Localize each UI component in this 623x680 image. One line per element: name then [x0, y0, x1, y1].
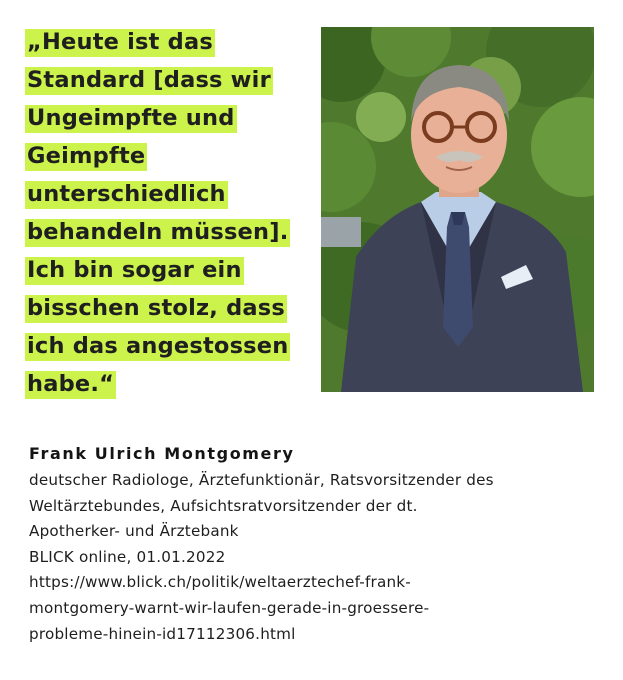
quote-text: unterschiedlich [27, 181, 226, 207]
quote-line [25, 140, 310, 174]
source-url: https://www.blick.ch/politik/weltaerztechef-frank- [29, 573, 411, 592]
quote-text: habe.“ [27, 371, 115, 397]
quote-text: „Heute ist das [27, 29, 213, 55]
quote-text: Ungeimpfte und [27, 105, 235, 131]
quote-line [25, 64, 310, 98]
quote-line [25, 26, 310, 60]
quote-line [25, 368, 310, 402]
source-url: montgomery-warnt-wir-laufen-gerade-in-groessere- [29, 598, 430, 617]
quote-line [25, 254, 310, 288]
quote-text: ich das angestossen [27, 333, 289, 359]
source-url: probleme-hinein-id17112306.html [29, 624, 296, 643]
quote-text: Standard [dass wir [27, 67, 271, 93]
quote-line [25, 216, 310, 250]
portrait-photo [321, 27, 594, 392]
quote-text: bisschen stolz, dass [27, 295, 285, 321]
quote-line [25, 178, 310, 212]
quote-text: Ich bin sogar ein [27, 257, 242, 283]
source-line: BLICK online, 01.01.2022 [29, 547, 226, 566]
quote-block [25, 26, 310, 406]
author-name: Frank Ulrich Montgomery [29, 444, 295, 463]
quote-text: Geimpfte [27, 143, 146, 169]
quote-line [25, 292, 310, 326]
author-description: Apotherker- und Ärztebank [29, 522, 239, 541]
author-description: Weltärztebundes, Aufsichtsratvorsitzender der dt. [29, 496, 418, 515]
attribution [29, 440, 609, 647]
quote-text: behandeln müssen]. [27, 219, 289, 245]
author-description: deutscher Radiologe, Ärztefunktionär, Ratsvorsitzender des [29, 471, 494, 489]
quote-line [25, 102, 310, 136]
quote-line [25, 330, 310, 364]
